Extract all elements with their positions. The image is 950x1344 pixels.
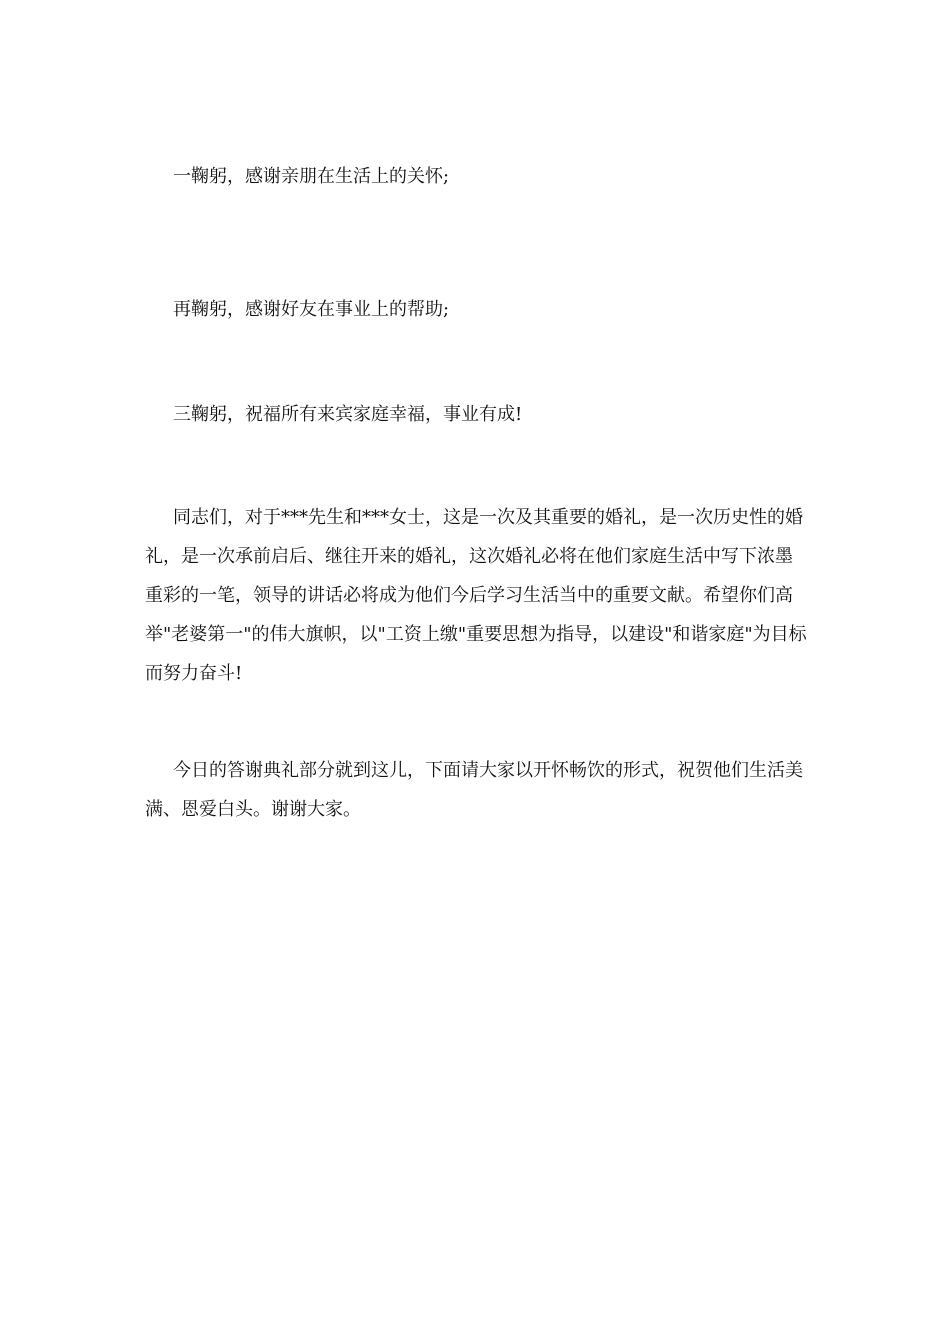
paragraph-closing: 今日的答谢典礼部分就到这儿，下面请大家以开怀畅饮的形式，祝贺他们生活美满、恩爱白头。谢谢大家。 — [145, 760, 803, 820]
paragraph-second-bow: 再鞠躬，感谢好友在事业上的帮助; — [173, 299, 450, 320]
paragraph-first-bow: 一鞠躬，感谢亲朋在生活上的关怀; — [173, 166, 450, 187]
paragraph-speech-body: 同志们，对于***先生和***女士，这是一次及其重要的婚礼，是一次历史性的婚礼，是一次承前启后、继往开来的婚礼，这次婚礼必将在他们家庭生活中写下浓墨重彩的一笔，领导的讲话必将成为他们今后学习生活当中的重要文献。希望你们高举"老婆第一"的伟大旗帜，以"工资上缴"重要思想为指导，以建设"和谐家庭"为目标而努力奋斗! — [145, 507, 807, 684]
paragraph-third-bow: 三鞠躬，祝福所有来宾家庭幸福，事业有成! — [173, 404, 523, 425]
